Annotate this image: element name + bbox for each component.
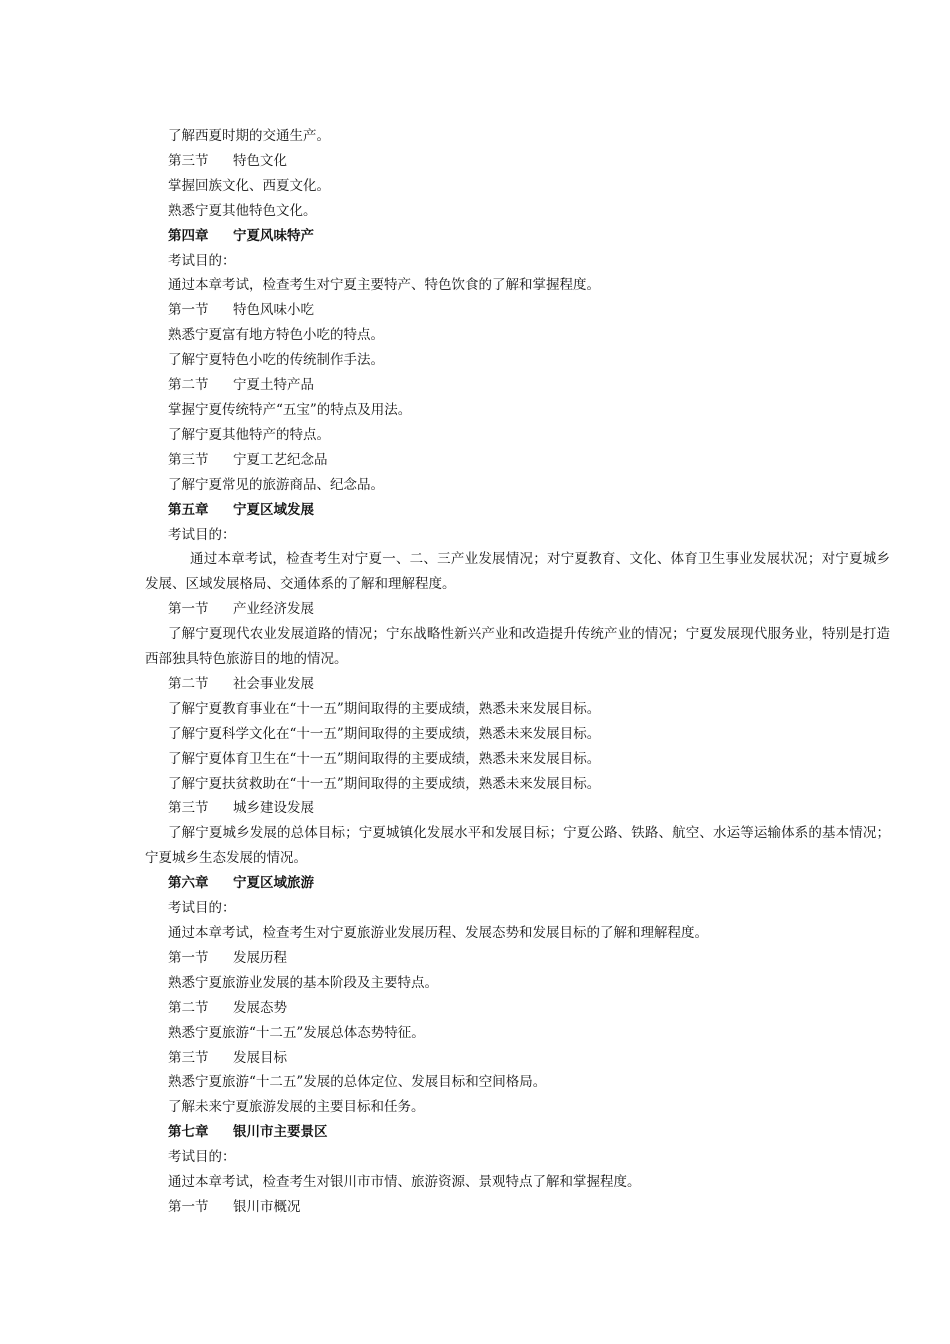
section-heading	[145, 672, 890, 697]
chapter-number: 第七章	[168, 1124, 209, 1141]
text-line: 了解宁夏科学文化在“十一五”期间取得的主要成绩，熟悉未来发展目标。	[168, 725, 601, 742]
section-title: 社会事业发展	[233, 675, 314, 692]
section-heading	[145, 298, 890, 323]
chapter-title: 宁夏风味特产	[233, 227, 314, 244]
text-line: 了解宁夏扶贫救助在“十一五”期间取得的主要成绩，熟悉未来发展目标。	[168, 775, 601, 792]
chapter-heading	[145, 224, 890, 249]
text-line: 熟悉宁夏旅游“十二五”发展的总体定位、发展目标和空间格局。	[168, 1074, 547, 1091]
chapter-heading	[145, 1120, 890, 1145]
section-number: 第一节	[168, 601, 209, 618]
section-title: 银川市概况	[233, 1198, 301, 1215]
text-line: 掌握回族文化、西夏文化。	[168, 177, 330, 194]
section-title: 发展态势	[233, 999, 287, 1016]
text-line: 考试目的：	[168, 252, 236, 269]
text-line: 熟悉宁夏旅游业发展的基本阶段及主要特点。	[168, 974, 438, 991]
text-line: 通过本章考试，检查考生对银川市市情、旅游资源、景观特点了解和掌握程度。	[168, 1174, 641, 1191]
section-heading	[145, 448, 890, 473]
text-line: 考试目的：	[168, 526, 236, 543]
text-line: 了解西夏时期的交通生产。	[168, 128, 330, 144]
section-heading	[145, 1195, 890, 1220]
text-line: 熟悉宁夏富有地方特色小吃的特点。	[168, 327, 384, 344]
section-number: 第一节	[168, 302, 209, 319]
text-line: 通过本章考试，检查考生对宁夏旅游业发展历程、发展态势和发展目标的了解和理解程度。	[168, 925, 708, 941]
section-title: 特色文化	[233, 152, 287, 169]
text-line: 通过本章考试，检查考生对宁夏主要特产、特色饮食的了解和掌握程度。	[168, 277, 600, 294]
text-line: 考试目的：	[168, 1149, 236, 1166]
section-number: 第二节	[168, 999, 209, 1016]
section-title: 宁夏工艺纪念品	[233, 451, 328, 468]
section-heading	[145, 946, 890, 971]
section-title: 特色风味小吃	[233, 302, 314, 319]
chapter-title: 银川市主要景区	[233, 1124, 328, 1141]
section-title: 发展历程	[233, 949, 287, 966]
chapter-title: 宁夏区域旅游	[233, 875, 314, 892]
chapter-title: 宁夏区域发展	[233, 501, 314, 518]
section-number: 第三节	[168, 451, 209, 468]
text-line: 了解宁夏教育事业在“十一五”期间取得的主要成绩，熟悉未来发展目标。	[168, 700, 601, 717]
section-heading	[145, 996, 890, 1021]
text-line: 了解宁夏其他特产的特点。	[168, 426, 330, 443]
section-title: 宁夏土特产品	[233, 377, 314, 394]
paragraph: 了解宁夏城乡发展的总体目标；宁夏城镇化发展水平和发展目标；宁夏公路、铁路、航空、水运等运输体系的基本情况；宁夏城乡生态发展的情况。	[145, 825, 890, 867]
section-number: 第三节	[168, 152, 209, 169]
section-title: 城乡建设发展	[233, 800, 314, 817]
section-heading	[145, 597, 890, 622]
section-heading	[145, 1046, 890, 1071]
text-line: 了解未来宁夏旅游发展的主要目标和任务。	[168, 1099, 425, 1116]
section-number: 第二节	[168, 675, 209, 692]
chapter-number: 第五章	[168, 501, 209, 518]
section-number: 第三节	[168, 800, 209, 817]
section-number: 第一节	[168, 949, 209, 966]
text-line: 考试目的：	[168, 900, 236, 917]
section-title: 发展目标	[233, 1049, 287, 1066]
chapter-heading	[145, 871, 890, 896]
text-line: 熟悉宁夏旅游“十二五”发展总体态势特征。	[168, 1024, 425, 1041]
paragraph: 了解宁夏现代农业发展道路的情况；宁东战略性新兴产业和改造提升传统产业的情况；宁夏发展现代服务业，特别是打造西部独具特色旅游目的地的情况。	[145, 626, 890, 668]
paragraph: 通过本章考试，检查考生对宁夏一、二、三产业发展情况；对宁夏教育、文化、体育卫生事业发展状况；对宁夏城乡发展、区域发展格局、交通体系的了解和理解程度。	[145, 551, 890, 593]
text-line: 掌握宁夏传统特产“五宝”的特点及用法。	[168, 401, 412, 418]
section-heading	[145, 373, 890, 398]
text-line: 了解宁夏常见的旅游商品、纪念品。	[168, 476, 384, 493]
section-heading	[145, 149, 890, 174]
chapter-heading	[145, 498, 890, 523]
section-number: 第三节	[168, 1049, 209, 1066]
text-line: 熟悉宁夏其他特色文化。	[168, 202, 317, 219]
chapter-number: 第四章	[168, 227, 209, 244]
section-number: 第二节	[168, 377, 209, 394]
section-title: 产业经济发展	[233, 601, 314, 618]
chapter-number: 第六章	[168, 875, 209, 892]
text-line: 了解宁夏体育卫生在“十一五”期间取得的主要成绩，熟悉未来发展目标。	[168, 750, 601, 767]
document-body	[145, 124, 890, 1220]
section-heading	[145, 796, 890, 821]
section-number: 第一节	[168, 1198, 209, 1215]
text-line: 了解宁夏特色小吃的传统制作手法。	[168, 352, 384, 369]
